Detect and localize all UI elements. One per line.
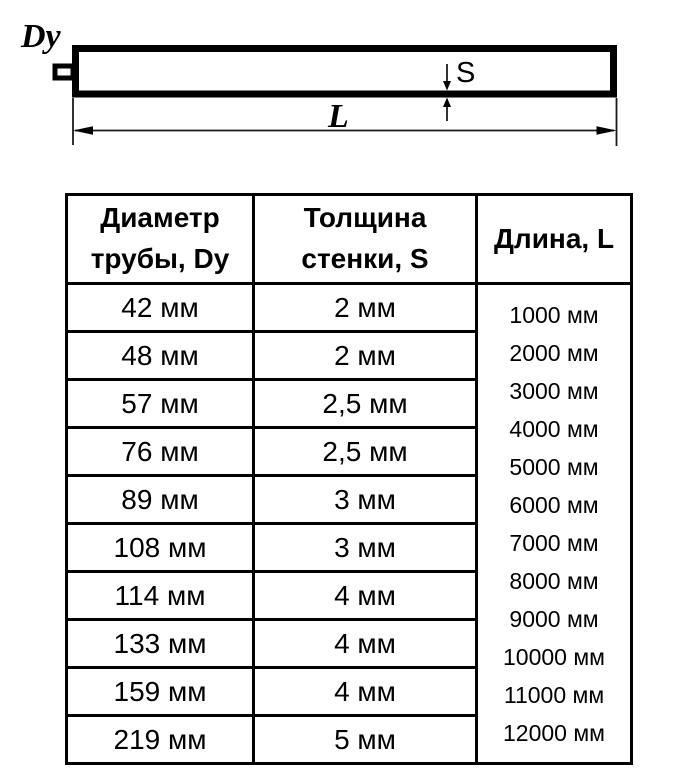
col-header-length: Длина, L [477,195,632,284]
length-item: 12000 мм [503,719,605,746]
diameter-cell: 108 мм [67,524,254,572]
length-item: 8000 мм [509,567,599,594]
length-item: 2000 мм [509,339,599,366]
thickness-cell: 3 мм [254,524,477,572]
pipe-body-shape [76,49,614,95]
diameter-cell: 76 мм [67,428,254,476]
diameter-cell: 114 мм [67,572,254,620]
header-row [67,195,632,284]
diameter-cell: 133 мм [67,620,254,668]
length-item: 4000 мм [509,415,599,442]
thickness-cell: 2,5 мм [254,380,477,428]
pipe-spec-table [65,193,633,765]
length-item: 6000 мм [509,491,599,518]
thickness-cell: 4 мм [254,620,477,668]
length-cell [477,284,632,764]
length-item: 1000 мм [509,301,599,328]
thickness-cell: 4 мм [254,668,477,716]
thickness-cell: 3 мм [254,476,477,524]
col-header-diameter: Диаметр трубы, Dy [67,195,254,284]
length-item: 9000 мм [509,605,599,632]
thickness-cell: 5 мм [254,716,477,764]
thickness-cell: 4 мм [254,572,477,620]
col-header-thickness: Толщина стенки, S [254,195,477,284]
s-label: S [456,57,476,89]
l-label: L [328,98,349,135]
length-item: 5000 мм [509,453,599,480]
diameter-cell: 89 мм [67,476,254,524]
table-row [67,284,632,332]
dy-label: Dy [21,18,61,55]
length-item: 3000 мм [509,377,599,404]
thickness-cell: 2 мм [254,284,477,332]
diameter-cell: 57 мм [67,380,254,428]
diameter-cell: 159 мм [67,668,254,716]
length-item: 7000 мм [509,529,599,556]
thickness-cell: 2 мм [254,332,477,380]
diameter-cell: 219 мм [67,716,254,764]
pipe-stub-shape [55,66,73,78]
length-item: 10000 мм [503,643,605,670]
length-item: 11000 мм [503,681,605,708]
diameter-cell: 42 мм [67,284,254,332]
thickness-cell: 2,5 мм [254,428,477,476]
table-body [67,284,632,764]
diameter-cell: 48 мм [67,332,254,380]
pipe-diagram [0,0,681,175]
